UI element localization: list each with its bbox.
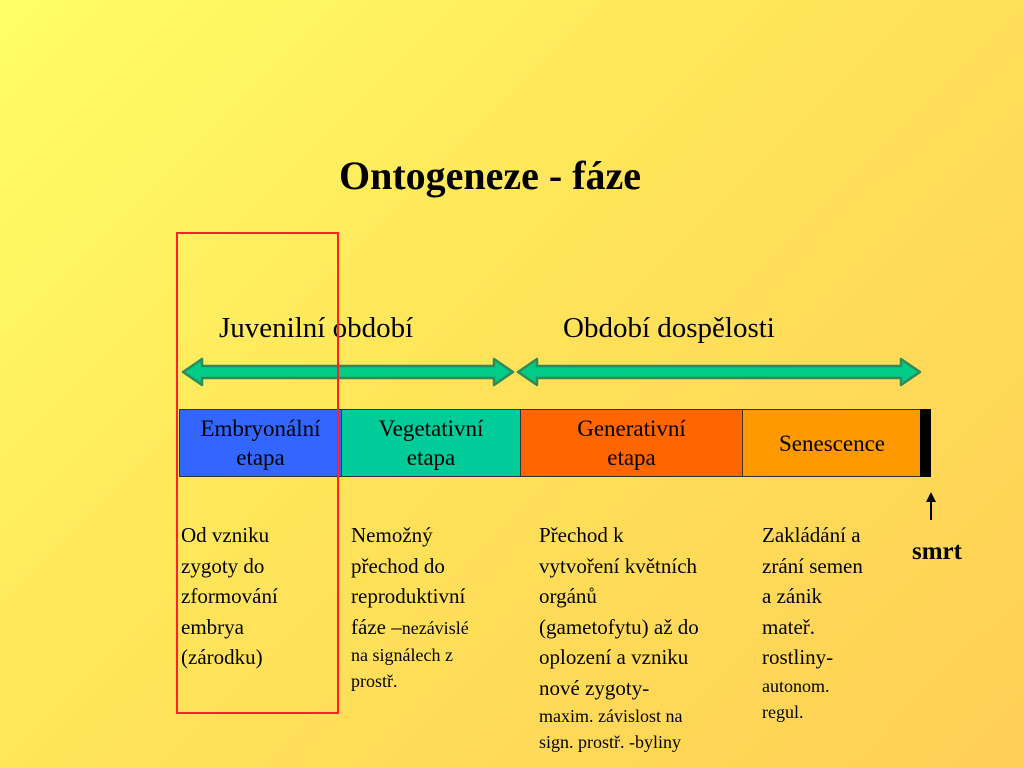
desc-line: (zárodku) [181,645,263,669]
death-arrow-icon [926,492,936,520]
desc-line: Od vzniku [181,523,270,547]
desc-line: embrya [181,614,244,639]
desc-line-small: na signálech z [351,645,453,665]
death-label: smrt [912,538,962,565]
stage-generative-line2: etapa [607,445,656,470]
desc-line-small: sign. prostř. -byliny [539,732,681,752]
period-label-juvenile: Juvenilní období [219,312,414,344]
desc-line: Nemožný [351,523,433,547]
desc-line: a zánik [762,584,823,608]
desc-line: reproduktivní [351,584,466,608]
desc-text-small: nezávislé [401,617,469,638]
desc-line: přechod do [351,553,445,578]
desc-line: zygoty do [181,553,265,578]
description-senescence [762,520,897,725]
stage-end-marker [920,409,931,477]
desc-line: rostliny- [762,645,834,669]
stage-vegetative-line1: Vegetativní [378,416,484,441]
desc-text: fáze – [351,614,402,639]
desc-line: Zakládání a [762,523,861,547]
stage-embryonic-line1: Embryonální [200,416,321,441]
description-generative [539,520,749,755]
desc-line-mixed [351,612,516,643]
desc-line-small: maxim. závislost na [539,706,683,726]
stage-senescence-label: Senescence [779,430,885,456]
description-vegetative [351,520,516,694]
stage-vegetative [341,409,521,477]
highlight-box [176,232,339,714]
stage-vegetative-line2: etapa [406,445,456,470]
stage-generative [520,409,743,477]
desc-line: nové zygoty- [539,675,650,700]
stage-embryonic-line2: etapa [236,445,285,470]
desc-line: orgánů [539,584,597,608]
stage-senescence [742,409,922,477]
desc-line: mateř. [762,614,816,639]
desc-line: (gametofytu) až do [539,614,699,639]
desc-line: Přechod k [539,523,624,547]
desc-line: zrání semen [762,553,863,578]
adult-double-arrow [518,359,920,385]
desc-line: vytvoření květních [539,553,698,578]
desc-line: zformování [181,584,278,608]
stage-generative-line1: Generativní [577,416,686,441]
slide-title: Ontogeneze - fáze [338,153,642,198]
desc-line: oplození a vzniku [539,645,689,669]
period-label-adult: Období dospělosti [563,312,775,344]
desc-line-small: prostř. [351,671,398,691]
desc-line-small: autonom. [762,675,830,696]
desc-line-small: regul. [762,701,804,722]
